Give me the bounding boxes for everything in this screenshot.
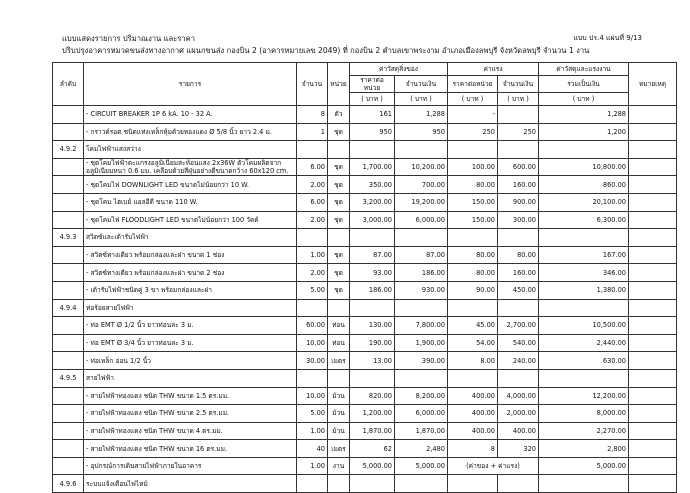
quantity: 1.00	[297, 246, 328, 264]
section-title: ท่อร้อยสายไฟฟ้า	[84, 299, 297, 317]
remark	[629, 475, 677, 493]
table-row	[53, 281, 677, 299]
table-header	[53, 63, 677, 106]
quantity: 10.00	[297, 334, 328, 352]
quantity: 10.00	[297, 387, 328, 405]
item-number	[53, 457, 84, 475]
material-unit-price: 190.00	[350, 334, 395, 352]
table-row	[53, 106, 677, 124]
total-amount: 1,380.00	[539, 281, 629, 299]
quantity: 5.00	[297, 281, 328, 299]
labor-amount	[498, 106, 539, 124]
quantity: 60.00	[297, 317, 328, 335]
labor-unit-price	[448, 369, 498, 387]
table-row	[53, 457, 677, 475]
labor-amount: 450.00	[498, 281, 539, 299]
material-amount: 1,870.00	[395, 422, 448, 440]
table-row	[53, 246, 677, 264]
item-number	[53, 405, 84, 423]
col-no: ลำดับ	[53, 63, 84, 106]
col-material-unit-price: ราคาต่อหน่วย	[350, 76, 395, 93]
unit: ชุด	[328, 123, 350, 141]
section-title: สวิตซ์และเต้ารับไฟฟ้า	[84, 229, 297, 247]
item-number	[53, 246, 84, 264]
remark	[629, 229, 677, 247]
material-unit-price: 950	[350, 123, 395, 141]
item-description: - อุปกรณ์การเดินสายไฟฟ้าภายในอาคาร	[84, 457, 297, 475]
remark	[629, 422, 677, 440]
labor-unit-price	[448, 141, 498, 159]
material-unit-price	[350, 369, 395, 387]
labor-amount: 400.00	[498, 422, 539, 440]
remark	[629, 281, 677, 299]
total-amount: 6,300.00	[539, 211, 629, 229]
quantity	[297, 475, 328, 493]
remark	[629, 264, 677, 282]
remark	[629, 440, 677, 458]
total-amount	[539, 369, 629, 387]
quantity: 1.00	[297, 457, 328, 475]
quantity: 5.00	[297, 405, 328, 423]
remark	[629, 299, 677, 317]
remark	[629, 369, 677, 387]
material-unit-price	[350, 141, 395, 159]
item-number	[53, 211, 84, 229]
section-row	[53, 141, 677, 159]
item-description: - สวิตซ์ทางเดียว พร้อมกล่องและฝา ขนาด 2 ช่อง	[84, 264, 297, 282]
material-unit-price	[350, 299, 395, 317]
remark	[629, 141, 677, 159]
quantity	[297, 299, 328, 317]
item-number	[53, 106, 84, 124]
unit	[328, 475, 350, 493]
quantity: 30.00	[297, 352, 328, 370]
material-unit-price: 1,200.00	[350, 405, 395, 423]
labor-amount: 900.00	[498, 193, 539, 211]
col-total: ค่าวัสดุและแรงงาน	[539, 63, 629, 76]
material-unit-price: 3,000.00	[350, 211, 395, 229]
item-description: - สายไฟฟ้าทองแดง ชนิด THW ขนาด 1.5 ตร.มม.	[84, 387, 297, 405]
labor-amount: 600.00	[498, 158, 539, 176]
total-amount	[539, 229, 629, 247]
total-amount: 630.00	[539, 352, 629, 370]
total-amount: 10,500.00	[539, 317, 629, 335]
item-number	[53, 440, 84, 458]
labor-amount: 540.00	[498, 334, 539, 352]
total-amount: 8,000.00	[539, 405, 629, 423]
material-amount: 7,800.00	[395, 317, 448, 335]
labor-unit-price	[448, 299, 498, 317]
unit: ม้วน	[328, 405, 350, 423]
col-material: ค่าวัสดุสิ่งของ	[350, 63, 448, 76]
total-amount: 2,440.00	[539, 334, 629, 352]
labor-unit-price: 80.00	[448, 246, 498, 264]
col-labor: ค่าแรง	[448, 63, 539, 76]
total-amount: 2,270.00	[539, 422, 629, 440]
total-amount: 20,100.00	[539, 193, 629, 211]
labor-unit-price: 8.00	[448, 352, 498, 370]
total-amount: 167.00	[539, 246, 629, 264]
table-row	[53, 334, 677, 352]
total-amount: 860.00	[539, 176, 629, 194]
labor-unit-price: 400.00	[448, 422, 498, 440]
labor-unit-price: 150.00	[448, 193, 498, 211]
quantity: 40	[297, 440, 328, 458]
labor-unit-price: 100.00	[448, 158, 498, 176]
labor-unit-price: 90.00	[448, 281, 498, 299]
item-description: - ท่อเหล็ก อ่อน 1/2 นิ้ว	[84, 352, 297, 370]
item-number: 4.9.3	[53, 229, 84, 247]
material-amount: 1,288	[395, 106, 448, 124]
item-description: - CIRCUIT BREAKER 1P 6 kA. 10 - 32 A.	[84, 106, 297, 124]
item-description: - ชุดโคมไฟ DOWNLIGHT LED ขนาดไม่น้อยกว่า 10 W.	[84, 176, 297, 194]
item-description	[84, 158, 297, 176]
form-title: แบบแสดงรายการ ปริมาณงาน และราคา	[62, 34, 195, 43]
material-unit-price: 820.00	[350, 387, 395, 405]
unit: ม้วน	[328, 422, 350, 440]
item-number	[53, 281, 84, 299]
project-title: ปริบปรุงอาคารหมวดขนส่งทางอากาศ แผนกขนส่ง กองบิน 2 (อาคารหมายเลข 2049) ที่ กองบิน 2 ตำบลเขาพระงาม อำเภอเมืองลพบุรี จังหวัดลพบุรี จำนวน 1 งาน	[62, 46, 590, 55]
item-description: - เต้ารับไฟฟ้าชนิดคู่ 3 ขา พร้อมกล่องและฝา	[84, 281, 297, 299]
material-unit-price: 350.00	[350, 176, 395, 194]
material-amount: 2,480	[395, 440, 448, 458]
material-amount: 186.00	[395, 264, 448, 282]
item-number	[53, 123, 84, 141]
total-amount: 5,000.00	[539, 457, 629, 475]
baht-label: ( บาท )	[539, 93, 629, 106]
material-unit-price: 1,700.00	[350, 158, 395, 176]
table-row	[53, 211, 677, 229]
unit	[328, 299, 350, 317]
quantity: 2.00	[297, 176, 328, 194]
material-amount	[395, 299, 448, 317]
unit	[328, 229, 350, 247]
labor-unit-price: 150.00	[448, 211, 498, 229]
labor-amount	[498, 369, 539, 387]
labor-unit-price: 8	[448, 440, 498, 458]
table-body	[53, 106, 677, 493]
quantity: 1.00	[297, 422, 328, 440]
material-unit-price: 93.00	[350, 264, 395, 282]
total-amount	[539, 475, 629, 493]
labor-amount: 4,000.00	[498, 387, 539, 405]
table-row	[53, 158, 677, 176]
material-amount: 950	[395, 123, 448, 141]
material-unit-price: 5,000.00	[350, 457, 395, 475]
item-number	[53, 193, 84, 211]
material-amount	[395, 369, 448, 387]
description-line: อลูมิเนียมหนา 0.6 มม. เคลือบด้วยสีฝุ่นอย่างดีขนาดกว้าง 60x120 cm.	[86, 167, 289, 176]
unit: ท่อน	[328, 317, 350, 335]
labor-unit-price: 45.00	[448, 317, 498, 335]
col-item: รายการ	[84, 63, 297, 106]
labor-amount: 2,000.00	[498, 405, 539, 423]
material-amount	[395, 229, 448, 247]
quantity	[297, 229, 328, 247]
labor-unit-price: -	[448, 106, 498, 124]
item-description: - ท่อ EMT Ø 3/4 นิ้ว ยาวท่อนละ 3 ม.	[84, 334, 297, 352]
table-row	[53, 264, 677, 282]
remark	[629, 176, 677, 194]
material-unit-price: 1,870.00	[350, 422, 395, 440]
item-description: - กราวด์รอด ชนิดแท่งเหล็กหุ้มด้วยทองแดง Ø 5/8 นิ้ว ยาว 2.4 ม.	[84, 123, 297, 141]
section-title: สายไฟฟ้า	[84, 369, 297, 387]
unit: ม้วน	[328, 387, 350, 405]
labor-unit-price: 80.00	[448, 264, 498, 282]
remark	[629, 317, 677, 335]
material-amount: 87.00	[395, 246, 448, 264]
labor-amount: 240.00	[498, 352, 539, 370]
total-amount: 12,200.00	[539, 387, 629, 405]
section-title: ระบบแจ้งเตือนไฟไหม้	[84, 475, 297, 493]
item-description: - ชุดโคม ไฮเบย์ แอลอีดี ขนาด 110 W.	[84, 193, 297, 211]
col-qty: จำนวน	[297, 63, 328, 106]
unit: ชุด	[328, 264, 350, 282]
remark	[629, 158, 677, 176]
description-line: - ชุดโคมไฟฟ้าตะแกรงอลูมิเนียมสะท้อนแสง 2x36W ตัวโคมผลิตจาก	[86, 159, 282, 168]
total-amount	[539, 299, 629, 317]
labor-unit-price	[448, 475, 498, 493]
table-row	[53, 422, 677, 440]
material-unit-price: 186.00	[350, 281, 395, 299]
item-description: - สายไฟฟ้าทองแดง ชนิด THW ขนาด 2.5 ตร.มม.	[84, 405, 297, 423]
item-number	[53, 264, 84, 282]
quantity: 2.00	[297, 264, 328, 282]
material-amount: 930.00	[395, 281, 448, 299]
material-unit-price	[350, 475, 395, 493]
section-row	[53, 369, 677, 387]
quantity	[297, 369, 328, 387]
table-row	[53, 387, 677, 405]
item-description: - ชุดโคมไฟ FLOODLIGHT LED ขนาดไม่น้อยกว่า 100 วัตต์	[84, 211, 297, 229]
table-row	[53, 405, 677, 423]
unit: ชุด	[328, 281, 350, 299]
remark	[629, 334, 677, 352]
unit: เมตร	[328, 440, 350, 458]
total-amount: 2,800	[539, 440, 629, 458]
remark	[629, 352, 677, 370]
item-description: - สวิตซ์ทางเดียว พร้อมกล่องและฝา ขนาด 1 ช่อง	[84, 246, 297, 264]
quantity: 6.00	[297, 193, 328, 211]
material-amount: 10,200.00	[395, 158, 448, 176]
total-amount: 1,288	[539, 106, 629, 124]
quantity: 1	[297, 123, 328, 141]
remark	[629, 405, 677, 423]
bill-of-quantities-table	[52, 62, 677, 493]
labor-amount: 160.00	[498, 264, 539, 282]
item-description: - ท่อ EMT Ø 1/2 นิ้ว ยาวท่อนละ 3 ม.	[84, 317, 297, 335]
unit	[328, 141, 350, 159]
material-unit-price: 130.00	[350, 317, 395, 335]
labor-amount	[498, 475, 539, 493]
material-amount: 390.00	[395, 352, 448, 370]
material-amount	[395, 475, 448, 493]
baht-label: ( บาท )	[350, 93, 395, 106]
labor-unit-price: 400.00	[448, 405, 498, 423]
total-amount: 10,800.00	[539, 158, 629, 176]
labor-unit-price: 80.00	[448, 176, 498, 194]
remark	[629, 193, 677, 211]
labor-amount	[498, 141, 539, 159]
material-unit-price: 13.00	[350, 352, 395, 370]
item-number	[53, 158, 84, 176]
material-amount: 6,000.00	[395, 405, 448, 423]
item-number: 4.9.4	[53, 299, 84, 317]
unit: ตัว	[328, 106, 350, 124]
baht-label: ( บาท )	[448, 93, 498, 106]
form-reference: แบบ ปร.4 แผ่นที่ 9/13	[573, 34, 642, 42]
item-number: 4.9.2	[53, 141, 84, 159]
table-row	[53, 193, 677, 211]
material-unit-price: 161	[350, 106, 395, 124]
material-amount	[395, 141, 448, 159]
labor-unit-price: 400.00	[448, 387, 498, 405]
labor-amount: 2,700.00	[498, 317, 539, 335]
total-amount: 346.00	[539, 264, 629, 282]
total-amount: 1,200	[539, 123, 629, 141]
unit	[328, 369, 350, 387]
unit: เมตร	[328, 352, 350, 370]
labor-unit-price: 54.00	[448, 334, 498, 352]
remark	[629, 123, 677, 141]
table-row	[53, 440, 677, 458]
material-unit-price: 3,200.00	[350, 193, 395, 211]
unit: ท่อน	[328, 334, 350, 352]
material-amount: 5,000.00	[395, 457, 448, 475]
material-amount: 19,200.00	[395, 193, 448, 211]
labor-amount: 250	[498, 123, 539, 141]
item-number	[53, 176, 84, 194]
quantity	[297, 141, 328, 159]
item-number	[53, 334, 84, 352]
section-title: โคมไฟฟ้าแสงสว่าง	[84, 141, 297, 159]
unit: ชุด	[328, 158, 350, 176]
unit: ชุด	[328, 176, 350, 194]
item-number	[53, 352, 84, 370]
material-unit-price	[350, 229, 395, 247]
table-row	[53, 176, 677, 194]
labor-amount: 320	[498, 440, 539, 458]
unit: งาน	[328, 457, 350, 475]
col-labor-amount: จำนวนเงิน	[498, 76, 539, 93]
section-row	[53, 299, 677, 317]
labor-unit-price	[448, 229, 498, 247]
col-total-amount: รวมเป็นเงิน	[539, 76, 629, 93]
item-number: 4.9.5	[53, 369, 84, 387]
labor-amount	[498, 229, 539, 247]
col-material-amount: จำนวนเงิน	[395, 76, 448, 93]
col-unit: หน่วย	[328, 63, 350, 106]
unit: ชุด	[328, 193, 350, 211]
material-unit-price: 62	[350, 440, 395, 458]
table-row	[53, 317, 677, 335]
material-unit-price: 87.00	[350, 246, 395, 264]
unit: ชุด	[328, 211, 350, 229]
material-amount: 8,200.00	[395, 387, 448, 405]
col-remark: หมายเหตุ	[629, 63, 677, 106]
section-row	[53, 229, 677, 247]
remark	[629, 246, 677, 264]
labor-amount	[498, 299, 539, 317]
item-description: - สายไฟฟ้าทองแดง ชนิด THW ขนาด 16 ตร.มม.	[84, 440, 297, 458]
remark	[629, 106, 677, 124]
item-number: 4.9.6	[53, 475, 84, 493]
total-amount	[539, 141, 629, 159]
unit: ชุด	[328, 246, 350, 264]
labor-amount: 160.00	[498, 176, 539, 194]
remark	[629, 211, 677, 229]
col-labor-unit-price: ราคาต่อหน่วย	[448, 76, 498, 93]
baht-label: ( บาท )	[395, 93, 448, 106]
remark	[629, 387, 677, 405]
item-description: - สายไฟฟ้าทองแดง ชนิด THW ขนาด 4 ตร.มม.	[84, 422, 297, 440]
material-amount: 6,000.00	[395, 211, 448, 229]
quantity: 6.00	[297, 158, 328, 176]
item-number	[53, 422, 84, 440]
labor-amount: 300.00	[498, 211, 539, 229]
item-number	[53, 317, 84, 335]
quantity: 8	[297, 106, 328, 124]
labor-unit-price: 250	[448, 123, 498, 141]
remark	[629, 457, 677, 475]
table-row	[53, 352, 677, 370]
labor-amount: 80.00	[498, 246, 539, 264]
material-amount: 1,900.00	[395, 334, 448, 352]
labor-note: (ค่าของ + ค่าแรง)	[448, 457, 539, 475]
section-row	[53, 475, 677, 493]
baht-label: ( บาท )	[498, 93, 539, 106]
table-row	[53, 123, 677, 141]
quantity: 2.00	[297, 211, 328, 229]
material-amount: 700.00	[395, 176, 448, 194]
item-number	[53, 387, 84, 405]
